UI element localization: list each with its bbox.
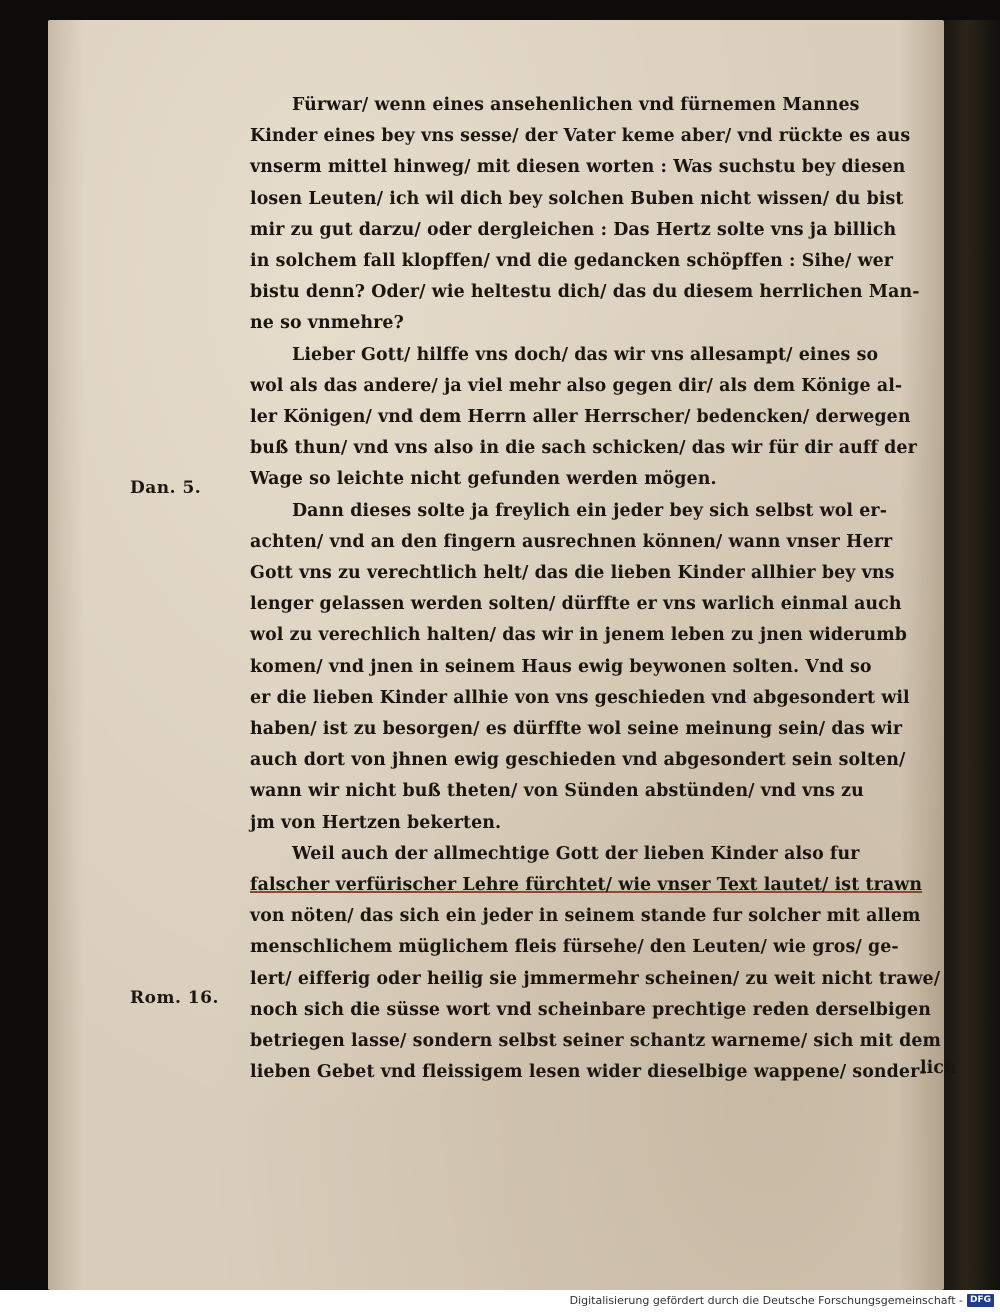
text-line: komen/ vnd jnen in seinem Haus ewig beywonen solten. Vnd so <box>250 656 872 677</box>
text-line: Weil auch der allmechtige Gott der lieben Kinder also fur <box>292 843 860 864</box>
text-line: bistu denn? Oder/ wie heltestu dich/ das du diesem herrlichen Man- <box>250 282 920 303</box>
text-line: buß thun/ vnd vns also in die sach schicken/ das wir für dir auff der <box>250 438 917 459</box>
text-line: Gott vns zu verechtlich helt/ das die lieben Kinder allhier bey vns <box>250 563 895 584</box>
footer-credit: Digitalisierung gefördert durch die Deutsche Forschungsgemeinschaft - <box>569 1294 963 1307</box>
text-line: lert/ eifferig oder heilig sie jmmermehr scheinen/ zu weit nicht trawe/ <box>250 968 941 989</box>
text-line: noch sich die süsse wort vnd scheinbare prechtige reden derselbigen <box>250 999 931 1020</box>
text-line: achten/ vnd an den fingern ausrechnen können/ wann vnser Herr <box>250 531 893 552</box>
digitization-footer <box>570 1294 994 1307</box>
text-line: wol als das andere/ ja viel mehr also gegen dir/ als dem Könige al- <box>250 375 903 396</box>
text-line: auch dort von jhnen ewig geschieden vnd abgesondert sein solten/ <box>250 750 906 771</box>
margin-note-dan: Dan. 5. <box>130 478 202 498</box>
text-line: betriegen lasse/ sondern selbst seiner schantz warneme/ sich mit dem <box>250 1031 942 1052</box>
text-line: lenger gelassen werden solten/ dürffte er vns warlich einmal auch <box>250 594 902 615</box>
margin-note-rom: Rom. 16. <box>130 988 219 1008</box>
text-line: Lieber Gott/ hilffe vns doch/ das wir vns allesampt/ eines so <box>292 344 879 365</box>
text-line: jm von Hertzen bekerten. <box>250 812 502 833</box>
text-line: mir zu gut darzu/ oder dergleichen : Das Hertz solte vns ja billich <box>250 219 897 240</box>
text-line: lieben Gebet vnd fleissigem lesen wider dieselbige wappene/ sonder- <box>250 1062 927 1083</box>
catchword: lich <box>920 1058 957 1078</box>
text-line: Fürwar/ wenn eines ansehenlichen vnd fürnemen Mannes <box>292 95 860 115</box>
text-line: Kinder eines bey vns sesse/ der Vater keme aber/ vnd rückte es aus <box>250 126 911 147</box>
text-line: menschlichem müglichem fleis fürsehe/ den Leuten/ wie gros/ ge- <box>250 937 899 958</box>
text-line: wol zu verechlich halten/ das wir in jenem leben zu jnen widerumb <box>250 625 908 646</box>
body-text <box>250 90 940 1089</box>
text-line: Dann dieses solte ja freylich ein jeder bey sich selbst wol er- <box>292 500 888 521</box>
text-line: ne so vnmehre? <box>250 313 404 334</box>
text-line: ler Königen/ vnd dem Herrn aller Herrscher/ bedencken/ derwegen <box>250 407 911 428</box>
text-line: vnserm mittel hinweg/ mit diesen worten : Was suchstu bey diesen <box>250 157 906 178</box>
dfg-logo: DFG <box>967 1294 994 1307</box>
text-line: Wage so leichte nicht gefunden werden mögen. <box>250 469 717 490</box>
text-line: wann wir nicht buß theten/ von Sünden abstünden/ vnd vns zu <box>250 781 864 802</box>
book-edge <box>944 20 1000 1290</box>
text-line: haben/ ist zu besorgen/ es dürffte wol seine meinung sein/ das wir <box>250 719 903 740</box>
text-line: er die lieben Kinder allhie von vns geschieden vnd abgesondert wil <box>250 687 910 708</box>
text-line: von nöten/ das sich ein jeder in seinem stande fur solcher mit allem <box>250 906 921 927</box>
text-line: in solchem fall klopffen/ vnd die gedancken schöpffen : Sihe/ wer <box>250 251 894 272</box>
text-line: losen Leuten/ ich wil dich bey solchen Buben nicht wissen/ du bist <box>250 188 904 209</box>
text-line-underlined: falscher verfürischer Lehre fürchtet/ wie vnser Text lautet/ ist trawn <box>250 875 923 896</box>
